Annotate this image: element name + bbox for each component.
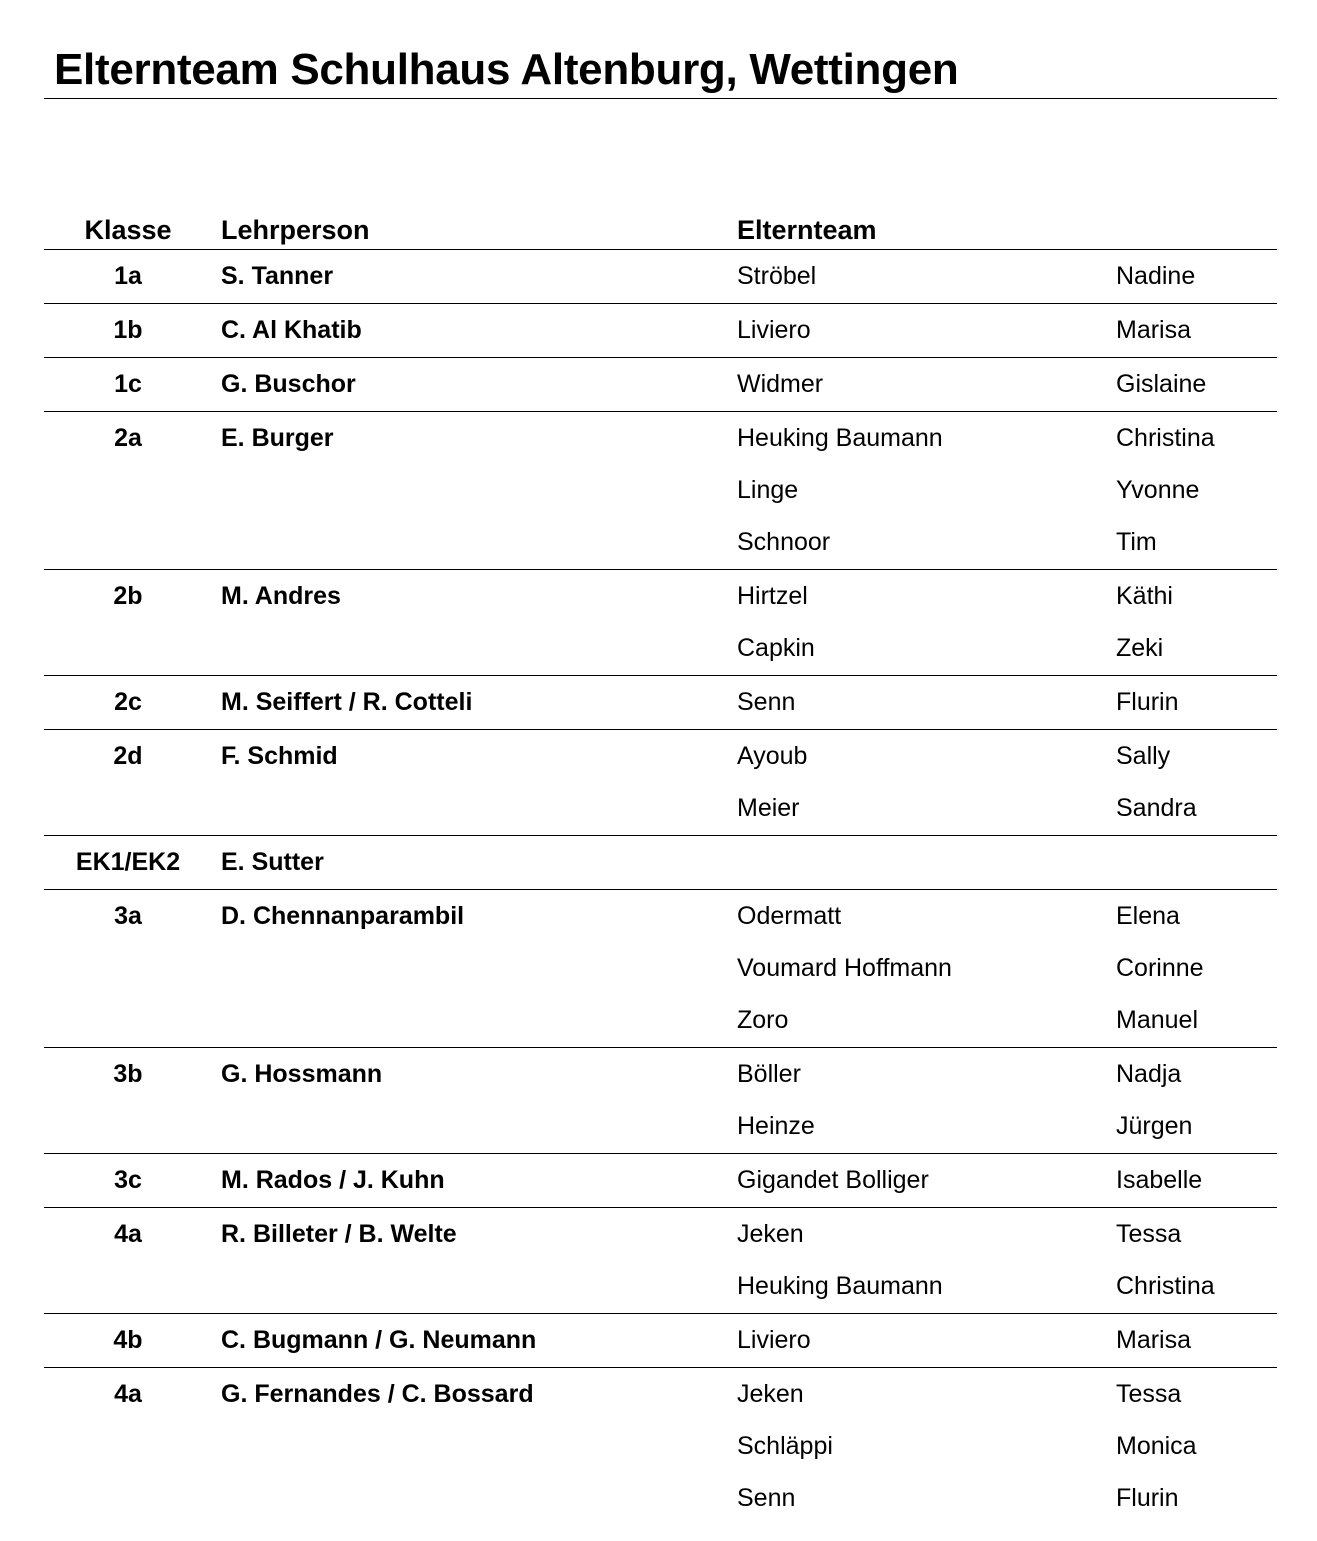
member-last-name: Heinze <box>737 1112 815 1140</box>
lehrperson-cell: G. Buschor <box>221 370 356 398</box>
table-header <box>44 208 1277 250</box>
table-body <box>44 250 1277 1525</box>
member-entry <box>737 1106 1277 1146</box>
member-entry <box>737 364 1277 404</box>
member-last-name: Ströbel <box>737 262 817 290</box>
member-first-name: Monica <box>1116 1432 1197 1460</box>
lehrperson-cell: D. Chennanparambil <box>221 902 465 930</box>
member-entry <box>737 736 1277 788</box>
member-entry <box>737 628 1277 668</box>
elternteam-table <box>44 208 1277 1525</box>
elternteam-cell <box>737 682 1277 722</box>
table-row <box>44 1048 1277 1154</box>
member-last-name: Widmer <box>737 370 824 398</box>
member-first-name: Manuel <box>1116 1006 1198 1034</box>
table-row <box>44 1154 1277 1208</box>
member-entry <box>737 576 1277 628</box>
member-entry <box>737 522 1277 562</box>
member-last-name: Jeken <box>737 1380 804 1408</box>
elternteam-cell <box>737 256 1277 296</box>
member-first-name: Flurin <box>1116 1484 1179 1512</box>
member-last-name: Capkin <box>737 634 815 662</box>
lehrperson-cell: C. Al Khatib <box>221 316 362 344</box>
elternteam-cell <box>737 1160 1277 1200</box>
klasse-cell: 2d <box>113 742 143 770</box>
member-first-name: Flurin <box>1116 688 1179 716</box>
member-first-name: Marisa <box>1116 316 1192 344</box>
elternteam-cell <box>737 576 1277 668</box>
member-last-name: Gigandet Bolliger <box>737 1166 929 1194</box>
member-first-name: Tim <box>1116 528 1157 556</box>
table-row <box>44 412 1277 570</box>
title-divider <box>44 98 1277 99</box>
member-entry <box>737 1374 1277 1426</box>
lehrperson-cell: M. Rados / J. Kuhn <box>221 1166 445 1194</box>
member-first-name: Sandra <box>1116 794 1197 822</box>
table-row <box>44 570 1277 676</box>
lehrperson-cell: C. Bugmann / G. Neumann <box>221 1326 537 1354</box>
member-last-name: Schläppi <box>737 1432 833 1460</box>
member-first-name: Nadja <box>1116 1060 1182 1088</box>
lehrperson-cell: G. Hossmann <box>221 1060 383 1088</box>
elternteam-cell <box>737 310 1277 350</box>
member-first-name: Christina <box>1116 1272 1215 1300</box>
member-entry <box>737 948 1277 1000</box>
member-first-name: Marisa <box>1116 1326 1192 1354</box>
klasse-cell: 4a <box>114 1380 142 1408</box>
member-first-name: Christina <box>1116 424 1215 452</box>
lehrperson-cell: F. Schmid <box>221 742 338 770</box>
member-entry <box>737 896 1277 948</box>
member-first-name: Tessa <box>1116 1380 1182 1408</box>
table-row <box>44 1208 1277 1314</box>
header-lehrperson: Lehrperson <box>221 215 370 245</box>
member-last-name: Liviero <box>737 1326 811 1354</box>
member-last-name: Voumard Hoffmann <box>737 954 952 982</box>
member-entry <box>737 1320 1277 1360</box>
member-last-name: Meier <box>737 794 800 822</box>
header-klasse: Klasse <box>84 215 172 245</box>
member-first-name: Sally <box>1116 742 1171 770</box>
klasse-cell: 4b <box>113 1326 143 1354</box>
member-entry <box>737 310 1277 350</box>
lehrperson-cell: R. Billeter / B. Welte <box>221 1220 457 1248</box>
member-last-name: Jeken <box>737 1220 804 1248</box>
page-title: Elternteam Schulhaus Altenburg, Wettingen <box>54 45 959 94</box>
lehrperson-cell: G. Fernandes / C. Bossard <box>221 1380 534 1408</box>
table-row <box>44 890 1277 1048</box>
table-row <box>44 1314 1277 1368</box>
member-last-name: Senn <box>737 688 796 716</box>
member-entry <box>737 1266 1277 1306</box>
klasse-cell: EK1/EK2 <box>75 848 181 876</box>
klasse-cell: 3a <box>114 902 142 930</box>
elternteam-cell <box>737 364 1277 404</box>
member-entry <box>737 788 1277 828</box>
member-last-name: Heuking Baumann <box>737 424 943 452</box>
member-first-name: Yvonne <box>1116 476 1200 504</box>
klasse-cell: 4a <box>114 1220 142 1248</box>
member-last-name: Liviero <box>737 316 811 344</box>
klasse-cell: 2b <box>113 582 143 610</box>
member-last-name: Heuking Baumann <box>737 1272 943 1300</box>
member-entry <box>737 1478 1277 1518</box>
klasse-cell: 2a <box>114 424 142 452</box>
elternteam-cell <box>737 842 1277 882</box>
member-last-name: Hirtzel <box>737 582 808 610</box>
member-first-name: Isabelle <box>1116 1166 1203 1194</box>
member-last-name: Schnoor <box>737 528 831 556</box>
elternteam-cell <box>737 1054 1277 1146</box>
table-row <box>44 1368 1277 1525</box>
klasse-cell: 1a <box>114 262 142 290</box>
member-last-name: Ayoub <box>737 742 808 770</box>
member-first-name: Käthi <box>1116 582 1173 610</box>
elternteam-cell <box>737 1374 1277 1518</box>
member-entry <box>737 1054 1277 1106</box>
member-last-name: Odermatt <box>737 902 842 930</box>
header-elternteam: Elternteam <box>737 215 877 245</box>
member-first-name: Tessa <box>1116 1220 1182 1248</box>
member-first-name: Zeki <box>1116 634 1164 662</box>
lehrperson-cell: S. Tanner <box>221 262 334 290</box>
member-entry <box>737 1214 1277 1266</box>
member-last-name: Linge <box>737 476 799 504</box>
member-first-name: Nadine <box>1116 262 1196 290</box>
member-entry <box>737 682 1277 722</box>
klasse-cell: 3c <box>114 1166 142 1194</box>
elternteam-cell <box>737 1214 1277 1306</box>
member-last-name: Böller <box>737 1060 801 1088</box>
member-entry <box>737 256 1277 296</box>
table-row <box>44 676 1277 730</box>
klasse-cell: 1b <box>113 316 143 344</box>
member-last-name: Senn <box>737 1484 796 1512</box>
table-row <box>44 836 1277 890</box>
member-entry <box>737 418 1277 470</box>
member-entry <box>737 1000 1277 1040</box>
member-entry <box>737 1426 1277 1478</box>
lehrperson-cell: M. Andres <box>221 582 341 610</box>
elternteam-cell <box>737 896 1277 1040</box>
lehrperson-cell: E. Sutter <box>221 848 324 876</box>
lehrperson-cell: M. Seiffert / R. Cotteli <box>221 688 473 716</box>
elternteam-cell <box>737 736 1277 828</box>
elternteam-cell <box>737 1320 1277 1360</box>
table-row <box>44 730 1277 836</box>
member-first-name: Gislaine <box>1116 370 1207 398</box>
table-row <box>44 304 1277 358</box>
member-first-name: Jürgen <box>1116 1112 1193 1140</box>
lehrperson-cell: E. Burger <box>221 424 334 452</box>
klasse-cell: 2c <box>114 688 142 716</box>
klasse-cell: 1c <box>114 370 142 398</box>
member-first-name: Elena <box>1116 902 1180 930</box>
elternteam-cell <box>737 418 1277 562</box>
table-row <box>44 250 1277 304</box>
table-row <box>44 358 1277 412</box>
klasse-cell: 3b <box>113 1060 143 1088</box>
member-entry <box>737 1160 1277 1200</box>
member-entry <box>737 470 1277 522</box>
member-first-name: Corinne <box>1116 954 1204 982</box>
member-last-name: Zoro <box>737 1006 789 1034</box>
